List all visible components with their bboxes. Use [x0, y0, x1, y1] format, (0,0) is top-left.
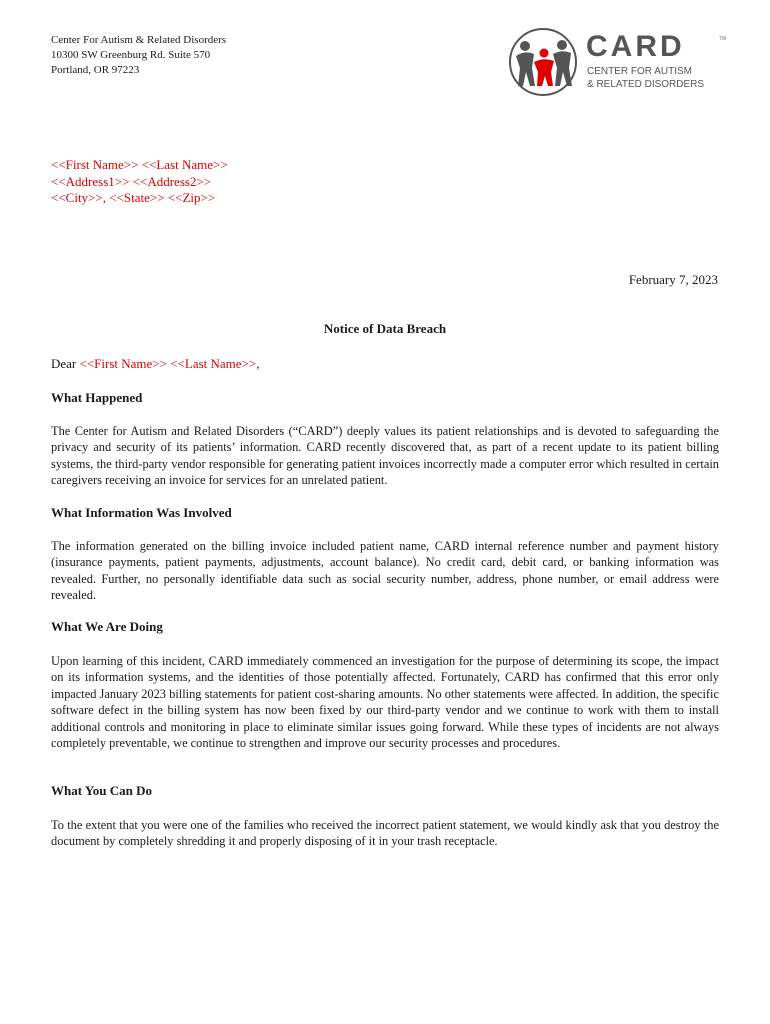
letter-date: February 7, 2023 — [628, 272, 718, 287]
logo-subtitle-line1: CENTER FOR AUTISM — [587, 66, 693, 77]
section-heading-what-you-can-do: What You Can Do — [51, 783, 153, 798]
recipient-address-placeholder: <<Address1>> <<Address2>> — [51, 173, 212, 189]
salutation-suffix: , — [256, 356, 260, 371]
recipient-address — [51, 157, 228, 207]
card-logo — [505, 26, 730, 98]
logo-subtitle-line2: & RELATED DISORDERS — [587, 79, 705, 90]
sender-address — [51, 33, 226, 78]
family-figures-icon — [505, 26, 585, 98]
section-body-what-you-can-do: To the extent that you were one of the families who received the incorrect patient statement, we would kindly ask that you destroy the document by completely shredding it and properly disposing of it in your trash receptacle. — [51, 818, 719, 849]
section-body-what-we-are-doing: Upon learning of this incident, CARD immediately commenced an investigation for the purpose of determining its scope, the impact on its information systems, and the identities of those potentially affected. Fortunately, CARD has confirmed that this error only impacted January 2023 billing statements for patient cost-sharing amounts. No other statements were affected. In addition, the specific software defect in the billing system has now been fixed by our third-party vendor and we continue to work with them to install additional controls and monitoring in place to eliminate similar issues going forward. While these types of incidents are not always completely preventable, we continue to strengthen and improve our security processes and procedures. — [51, 654, 719, 751]
section-heading-information-involved: What Information Was Involved — [51, 505, 232, 520]
letter-subject: Notice of Data Breach — [323, 321, 447, 336]
section-heading-what-happened: What Happened — [51, 390, 143, 405]
sender-street: 10300 SW Greenburg Rd. Suite 570 — [51, 49, 211, 61]
section-body-what-happened: The Center for Autism and Related Disorders (“CARD”) deeply values its patient relationships and is devoted to safeguarding the privacy and security of its patients’ information. CARD recently discovered that, as part of a recent update to its patient billing systems, the third-party vendor responsible for generating patient invoices incorrectly made a computer error which resulted in certain caregivers receiving an invoice for services for an unrelated patient. — [51, 424, 719, 488]
salutation-name-placeholder: <<First Name>> <<Last Name>> — [79, 356, 257, 371]
salutation-prefix: Dear — [51, 356, 80, 371]
salutation — [51, 356, 259, 372]
recipient-city-placeholder: <<City>>, <<State>> <<Zip>> — [51, 190, 216, 205]
sender-name: Center For Autism & Related Disorders — [51, 34, 227, 46]
section-body-information-involved: The information generated on the billing invoice included patient name, CARD internal reference number and payment history (insurance payments, patient payments, adjustments, account balance). No credit card, debit card, or banking information was revealed. Further, no personally identifiable data such as social security number, address, phone number, or email address were revealed. — [51, 539, 719, 603]
recipient-name-placeholder: <<First Name>> <<Last Name>> — [51, 157, 228, 172]
trademark-mark: TM — [719, 36, 727, 42]
card-wordmark: CARD — [586, 30, 685, 63]
sender-city: Portland, OR 97223 — [51, 64, 140, 76]
section-heading-what-we-are-doing: What We Are Doing — [51, 619, 163, 634]
